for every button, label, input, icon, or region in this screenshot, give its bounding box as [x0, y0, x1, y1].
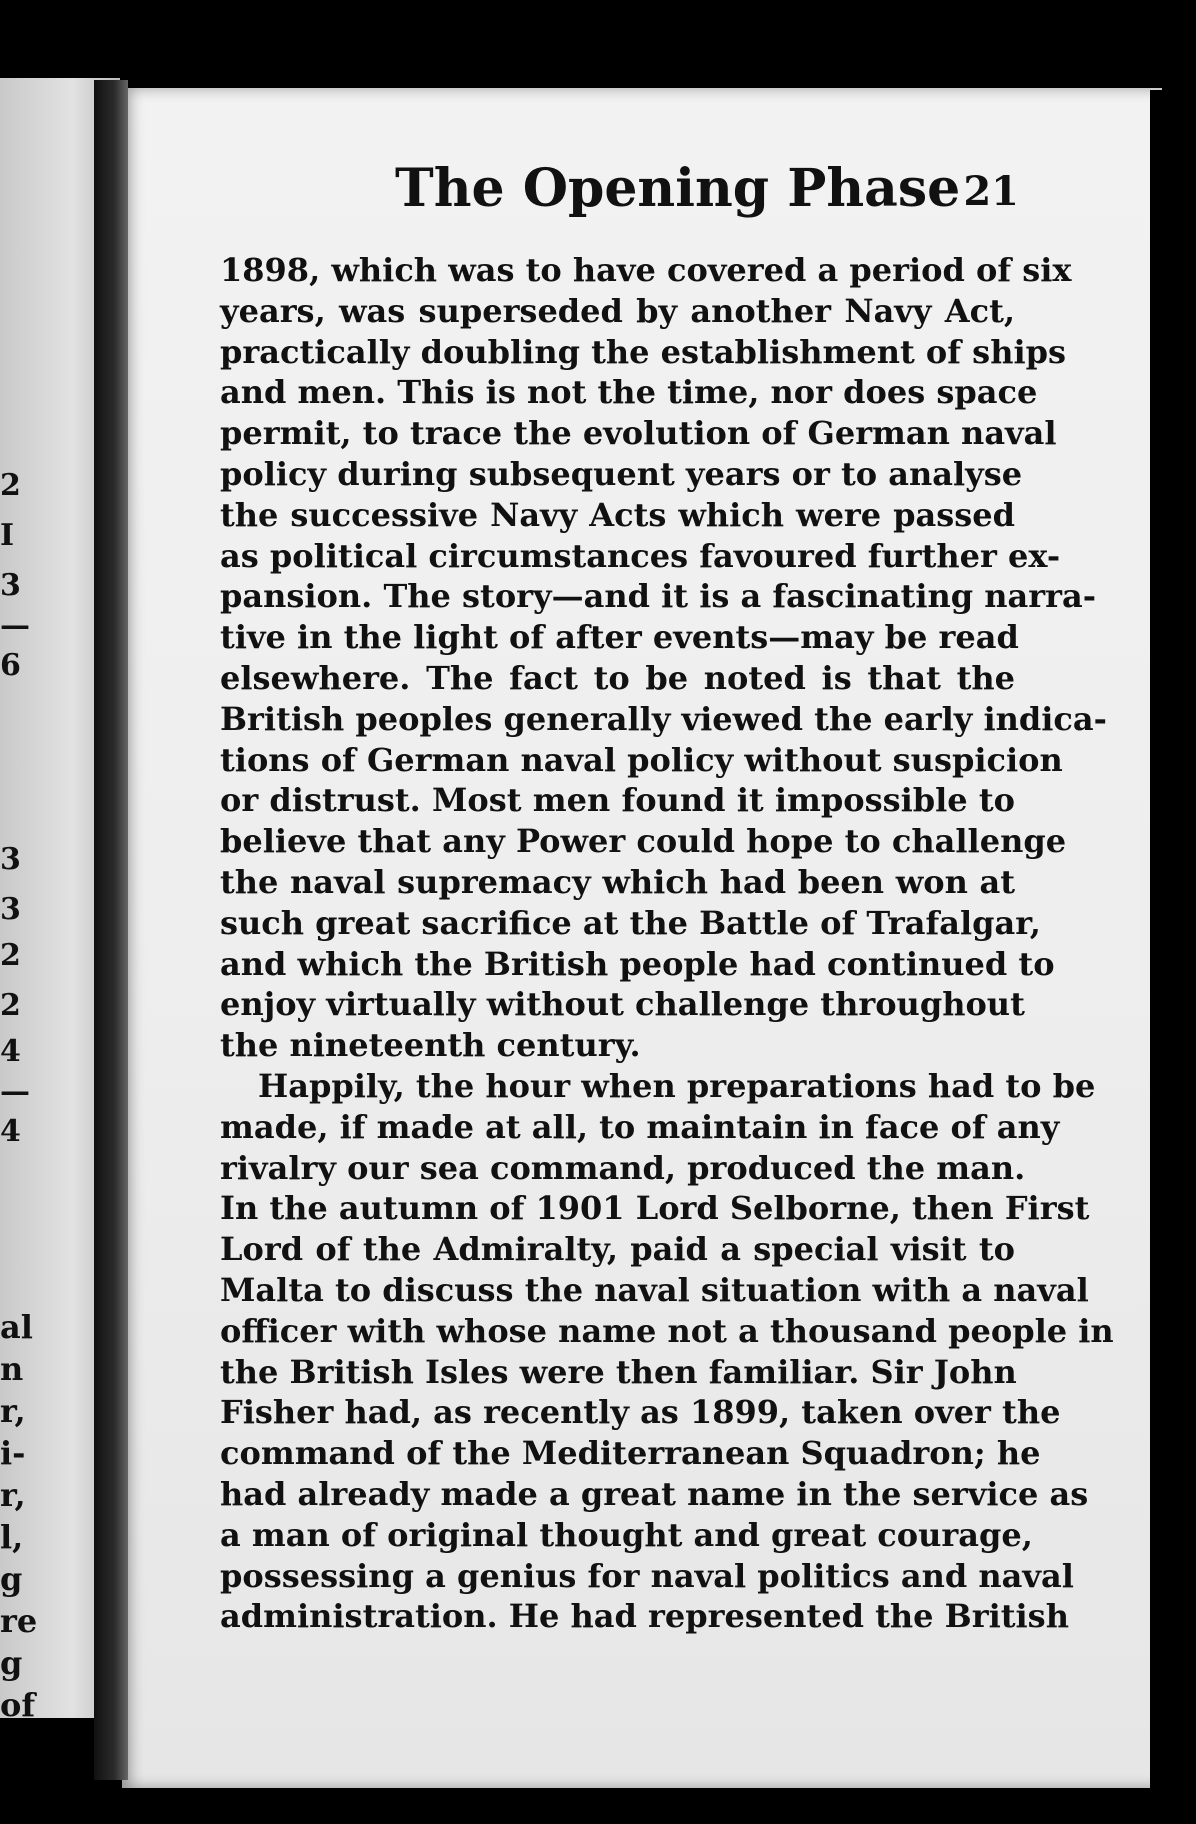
text-line: Malta to discuss the naval situation with a naval	[220, 1270, 1089, 1309]
text-line: believe that any Power could hope to challenge	[220, 822, 1067, 861]
facing-page-fragment: of	[0, 1686, 36, 1724]
facing-page-fragment: r,	[0, 1392, 26, 1430]
text-line: as political circumstances favoured further ex-	[220, 536, 1061, 575]
text-line: officer with whose name not a thousand people in	[220, 1311, 1114, 1350]
text-line: and men. This is not the time, nor does space	[220, 373, 1038, 412]
text-line: or distrust. Most men found it impossible to	[220, 781, 1015, 820]
text-line: rivalry our sea command, produced the man.	[220, 1148, 1026, 1187]
text-line: command of the Mediterranean Squadron; he	[220, 1434, 1041, 1473]
facing-page-fragment: re	[0, 1602, 38, 1640]
text-line: 1898, which was to have covered a period of six	[220, 251, 1072, 289]
paragraph-start-line: Happily, the hour when preparations had to be	[258, 1066, 1096, 1105]
text-line: administration. He had represented the British	[220, 1597, 1069, 1636]
page-number: 21	[963, 168, 1019, 215]
text-line: pansion. The story—and it is a fascinating narra-	[220, 577, 1096, 616]
text-line: Fisher had, as recently as 1899, taken over the	[220, 1393, 1061, 1432]
text-line: the successive Navy Acts which were passed	[220, 495, 1015, 534]
text-line: a man of original thought and great courage,	[220, 1515, 1033, 1554]
facing-page-fragment: 3	[0, 842, 21, 877]
facing-page-fragment: 4	[0, 1114, 21, 1149]
text-line: British peoples generally viewed the early indica-	[220, 699, 1107, 738]
facing-page-fragment: 4	[0, 1034, 21, 1069]
text-line: the British Isles were then familiar. Sir John	[220, 1352, 1017, 1391]
text-line: and which the British people had continued to	[220, 944, 1055, 983]
facing-page-fragment: g	[0, 1644, 23, 1682]
text-line: possessing a genius for naval politics and naval	[220, 1556, 1074, 1595]
text-line: tions of German naval policy without suspicion	[220, 740, 1063, 779]
facing-page-fragment: r,	[0, 1476, 26, 1514]
paragraph-end-line: the nineteenth century.	[220, 1026, 641, 1065]
text-line: Lord of the Admiralty, paid a special visit to	[220, 1230, 1015, 1269]
text-line: enjoy virtually without challenge throughout	[220, 985, 1025, 1024]
facing-page-fragment: al	[0, 1308, 33, 1346]
text-line: such great sacrifice at the Battle of Trafalgar,	[220, 903, 1041, 942]
facing-page-fragment: 2	[0, 988, 21, 1023]
text-line: tive in the light of after events—may be read	[220, 618, 1019, 657]
facing-page-fragment: 3	[0, 568, 21, 603]
text-line: had already made a great name in the service as	[220, 1474, 1089, 1513]
text-line: years, was superseded by another Navy Act,	[220, 291, 1015, 330]
facing-page-fragment: 2	[0, 938, 21, 973]
text-line: the naval supremacy which had been won at	[220, 862, 1015, 901]
facing-page-fragment: i-	[0, 1434, 26, 1472]
text-line: practically doubling the establishment of ships	[220, 332, 1066, 371]
scan-border	[1150, 90, 1196, 1824]
text-line: elsewhere. The fact to be noted is that the	[220, 658, 1015, 697]
facing-page-fragment: 2	[0, 468, 21, 503]
text-line: In the autumn of 1901 Lord Selborne, then First	[220, 1189, 1090, 1228]
book-spine-shadow	[94, 80, 128, 1780]
facing-page-fragment: l,	[0, 1518, 24, 1556]
body-text	[220, 250, 1114, 1637]
facing-page-fragment: n	[0, 1350, 24, 1388]
text-line: permit, to trace the evolution of German naval	[220, 414, 1057, 453]
facing-page-fragment: I	[0, 518, 15, 553]
facing-page-fragment: 3	[0, 892, 21, 927]
facing-page-fragment: 6	[0, 648, 21, 683]
facing-page-fragment: —	[0, 1074, 30, 1109]
running-head	[395, 158, 1045, 238]
running-title: The Opening Phase	[395, 158, 961, 219]
facing-page-fragment: g	[0, 1560, 23, 1598]
text-line: made, if made at all, to maintain in face of any	[220, 1107, 1060, 1146]
text-line: policy during subsequent years or to analyse	[220, 454, 1023, 493]
facing-page-fragment: —	[0, 608, 30, 643]
